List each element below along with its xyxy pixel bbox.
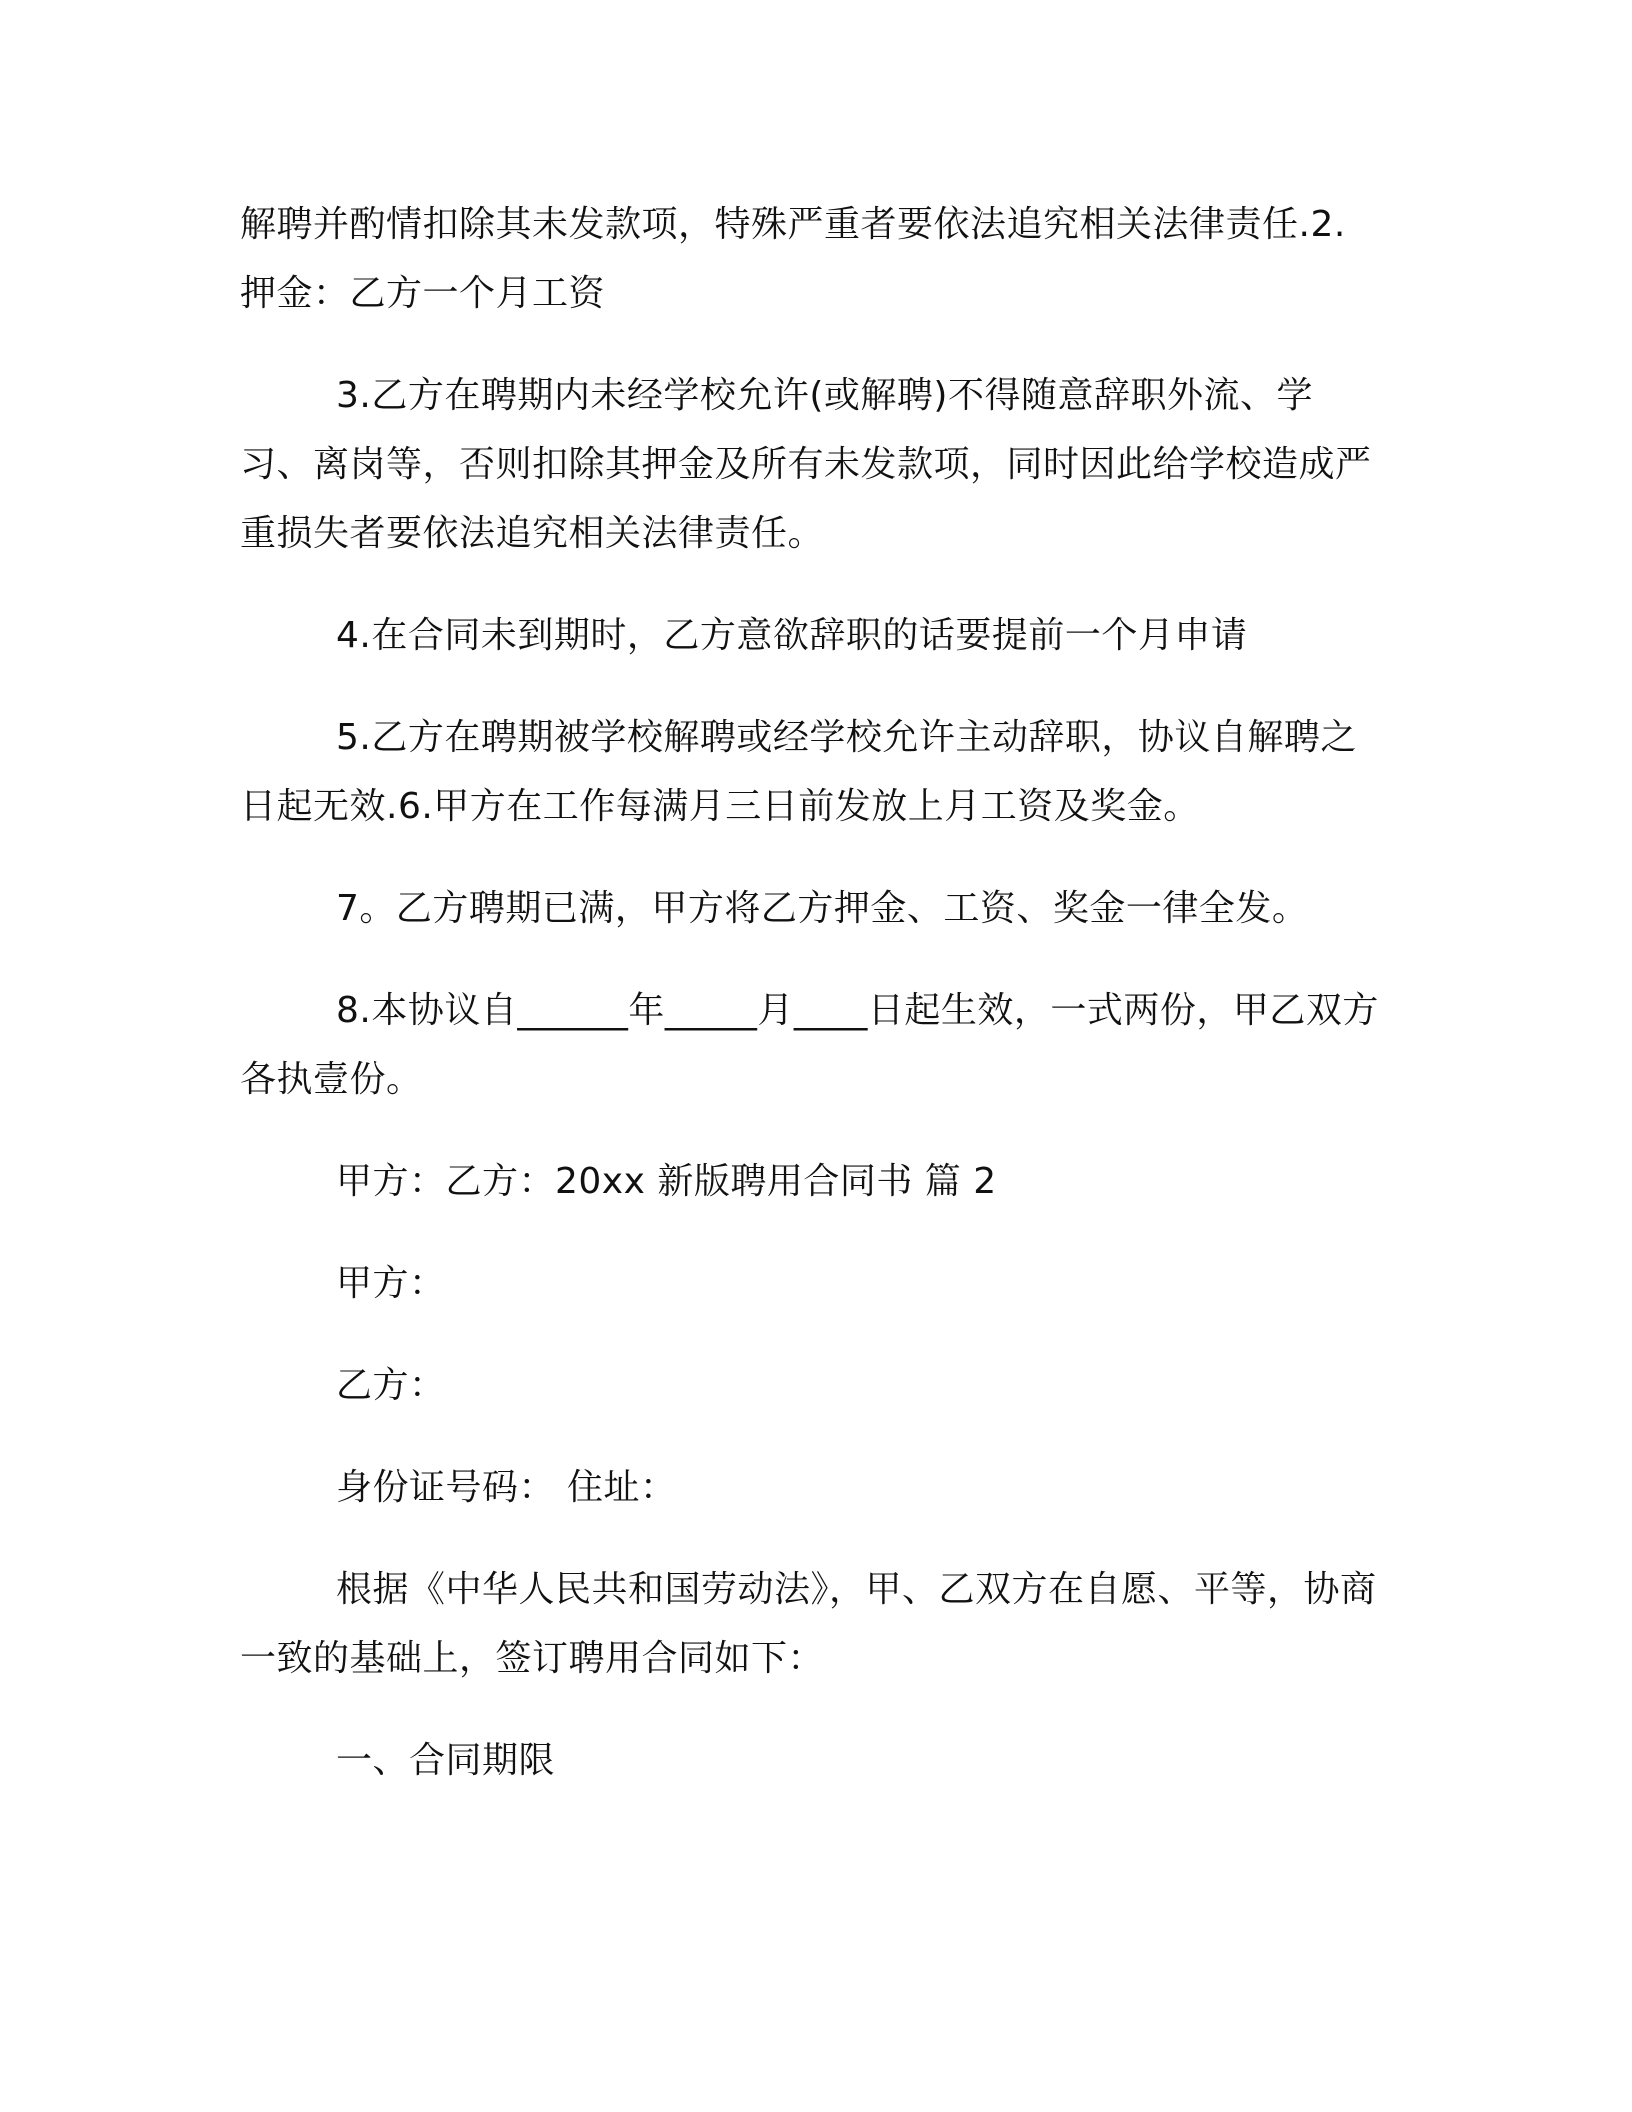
paragraph-party-b: 乙方： [336, 1365, 446, 1406]
section-heading-contract-term: 一、合同期限 [336, 1740, 556, 1781]
paragraph-parties-heading: 甲方：乙方：20xx 新版聘用合同书 篇 2 [336, 1161, 997, 1202]
paragraph-legal-basis: 根据《中华人民共和国劳动法》，甲、乙双方在自愿、平等，协商一致的基础上，签订聘用合同如下： [240, 1569, 1377, 1679]
paragraph-clause-7: 7。乙方聘期已满，甲方将乙方押金、工资、奖金一律全发。 [336, 888, 1309, 929]
paragraph-id-address: 身份证号码： 住址： [336, 1467, 677, 1508]
paragraph-clause-8: 8.本协议自______年_____月____日起生效，一式两份，甲乙双方各执壹份。 [240, 990, 1379, 1100]
paragraph-clause-5-6: 5.乙方在聘期被学校解聘或经学校允许主动辞职，协议自解聘之日起无效.6.甲方在工作每满月三日前发放上月工资及奖金。 [240, 717, 1357, 827]
document-body [240, 190, 1380, 1828]
paragraph-party-a: 甲方： [336, 1263, 446, 1304]
paragraph-clause-4: 4.在合同未到期时，乙方意欲辞职的话要提前一个月申请 [336, 615, 1248, 656]
paragraph-clause-3: 3.乙方在聘期内未经学校允许(或解聘)不得随意辞职外流、学习、离岗等，否则扣除其押金及所有未发款项，同时因此给学校造成严重损失者要依法追究相关法律责任。 [240, 375, 1372, 554]
paragraph-dismissal-clause: 解聘并酌情扣除其未发款项，特殊严重者要依法追究相关法律责任.2.押金：乙方一个月工资 [240, 204, 1346, 314]
